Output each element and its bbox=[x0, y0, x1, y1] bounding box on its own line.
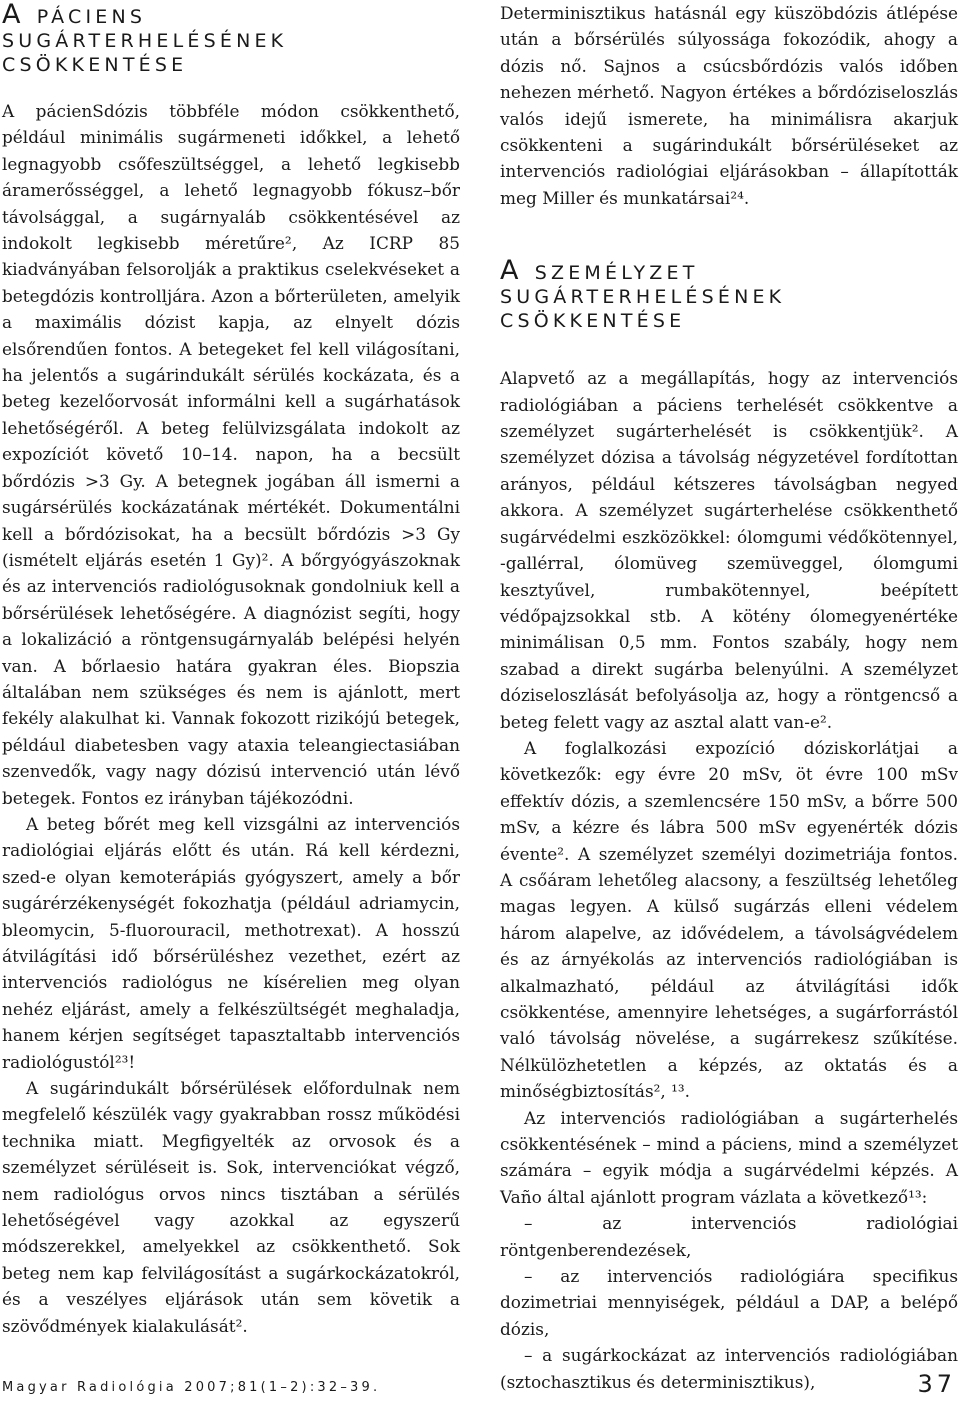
body-paragraph: A pácienSdózis többféle módon csökkenthető, például minimális sugármeneti időkkel, a lehető legnagyobb csőfeszültséggel, a lehető legkisebb áramerősséggel, a lehető legnagyobb fókusz–bőr távolsággal, a sugárnyaláb csökkentésével az indokolt legkisebb méretűre²‚ Az ICRP 85 kiadványában felsorolják a praktikus cselekvéseket a betegdózis kontrolljára. Azon a bőrterületen, amelyik a maximális dózist kapja, az elnyelt dózis elsőrendűen fontos. A betegeket fel kell világosítani, ha jelentős a sugárindukált sérülés kockázata, és a beteg kezelőorvosát informálni kell a sugárhatások lehetőségéről. A beteg felülvizsgálata indokolt az expozíciót követő 10–14. napon, ha a becsült bőrdózis >3 Gy. A betegnek jogában áll ismerni a sugársérülés kockázatának mértékét. Dokumentálni kell a bőrdózisokat, ha a becsült bőrdózis >3 Gy (ismételt eljárás esetén 1 Gy)². A bőrgyógyászoknak és az intervenciós radiológusoknak gondolniuk kell a bőrsérülések lehetőségére. A diagnózist segíti, hogy a lokalizáció a röntgensugárnyaláb belépési helyén van. A bőrlaesio határa gyakran éles. Biopszia általában nem szükséges és nem is ajánlott, mert fekély alakulhat ki. Vannak fokozott rizikójú betegek, például diabetesben vagy ataxia teleangiectasiában szenvedők, vagy nagy dózisú intervenció után lévő betegek. Fontos ez irányban tájékozódni. bbox=[2, 101, 460, 808]
list-item: – az intervenciós radiológiai röntgenberendezések, bbox=[500, 1213, 958, 1260]
heading-line: SUGÁRTERHELÉSÉNEK bbox=[500, 286, 786, 309]
body-paragraph: A beteg bőrét meg kell vizsgálni az intervenciós radiológiai eljárás előtt és után. Rá kell kérdezni, szed-e olyan kemoterápiás gyógyszert, amely a bőr sugárérzékenységét fokozhatja (például adriamycin, bleomycin, 5-fluorouracil, methotrexat). A hosszú átvilágítási idő bőrsérüléshez vezethet, ezért az intervenciós radiológus ne kísérelien meg olyan nehéz eljárást, amely a felkészültségét meghaladja, hanem kérjen segítséget tapasztaltabb intervenciós radiológustól²³! bbox=[2, 813, 460, 1072]
heading-line: CSÖKKENTÉSE bbox=[500, 310, 686, 333]
heading-line: A PÁCIENS bbox=[2, 0, 147, 30]
body-paragraph: A foglalkozási expozíció dóziskorlátjai a következők: egy évre 20 mSv, öt évre 100 mSv effektív dózis, a szemlencsére 150 mSv, a bőrre 500 mSv, a kézre és lábra 500 mSv egyenérték dózis évente². A személyzet személyi dozimetriája fontos. A csőáram lehetőleg alacsony, a feszültség lehetőleg magas legyen. A külső sugárzás elleni védelem három alapelve, az idővédelem, a távolságvédelem és az árnyékolás az intervenciós radiológiában is alkalmazható, például az átvilágítási idők csökkentése, amennyire lehetséges, a sugárforrástól való távolság növelése, a sugárrekesz szűkítése. Nélkülözhetetlen a képzés, az oktatás és a minőségbiztosítás², ¹³. bbox=[500, 737, 958, 1102]
heading-line: CSÖKKENTÉSE bbox=[2, 54, 188, 76]
section-heading-patient bbox=[2, 0, 460, 77]
body-paragraph: Determinisztikus hatásnál egy küszöbdózis átlépése után a bőrsérülés súlyossága fokozódik, ahogy a dózis nő. Sajnos a csúcsbőrdózis valós időben nehezen mérhető. Nagyon értékes a bőrdóziseloszlás valós idejű ismerete, ha minimálisra akarjuk csökkenteni a sugárindukált bőrsérüléseket az intervenciós radiológiai eljárásokban – állapították meg Miller és munkatársai²⁴. bbox=[500, 3, 958, 208]
list-item: – az intervenciós radiológiára specifikus dozimetriai mennyiségek, például a DAP, a belépő dózis, bbox=[500, 1266, 958, 1339]
body-paragraph: A sugárindukált bőrsérülések előfordulnak nem megfelelő készülék vagy gyakrabban rossz működési technika miatt. Megfigyelték az orvosok és a személyzet sérüléseit is. Sok, intervenciókat végző, nem radiológus orvos nincs tisztában a sérülés lehetőségével vagy azokkal az egyszerű módszerekkel, amelyekkel az csökkenthető. Sok beteg nem kap felvilágosítást a sugárkockázatokról, és a veszélyes eljárások után sem követik a szövődmények kialakulását². bbox=[2, 1078, 460, 1336]
heading-line: A SZEMÉLYZET bbox=[500, 255, 699, 287]
heading-line: SUGÁRTERHELÉSÉNEK bbox=[2, 30, 288, 52]
body-paragraph: Az intervenciós radiológiában a sugárterhelés csökkentésének – mind a páciens, mind a személyzet számára – egyik módja a sugárvédelmi képzés. A Vaño által ajánlott program vázlata a következő¹³: bbox=[500, 1107, 958, 1207]
journal-citation: Magyar Radiológia 2007;81(1–2):32–39. bbox=[2, 1380, 381, 1395]
body-paragraph: Alapvető az a megállapítás, hogy az intervenciós radiológiában a páciens terhelését csökkentve a személyzet sugárterhelését is csökkentjük². A személyzet dózisa a távolság négyzetével fordítottan arányos, például kétszeres távolságban negyed akkora. A személyzet sugárterhelése csökkenthető sugárvédelmi eszközökkel: ólomgumi védőkötennyel, -gallérral, ólomüveg szemüveggel, ólomgumi kesztyűvel, rumbakötennyel, beépített védőpajzsokkal stb. A kötény ólomegyenértéke minimálisan 0,5 mm. Fontos szabály, hogy nem szabad a direkt sugárba belenyúlni. A személyzet dóziseloszlását befolyásolja az, hogy a röntgencső a beteg felett vagy az asztal alatt van-e². bbox=[500, 368, 958, 732]
left-column bbox=[2, 0, 460, 1339]
page-number: 37 bbox=[917, 1370, 956, 1398]
list-item: – a sugárkockázat az intervenciós radiológiában (sztochasztikus és determinisztikus), bbox=[500, 1345, 958, 1392]
section-heading-staff bbox=[500, 255, 958, 333]
right-column bbox=[500, 0, 958, 1395]
